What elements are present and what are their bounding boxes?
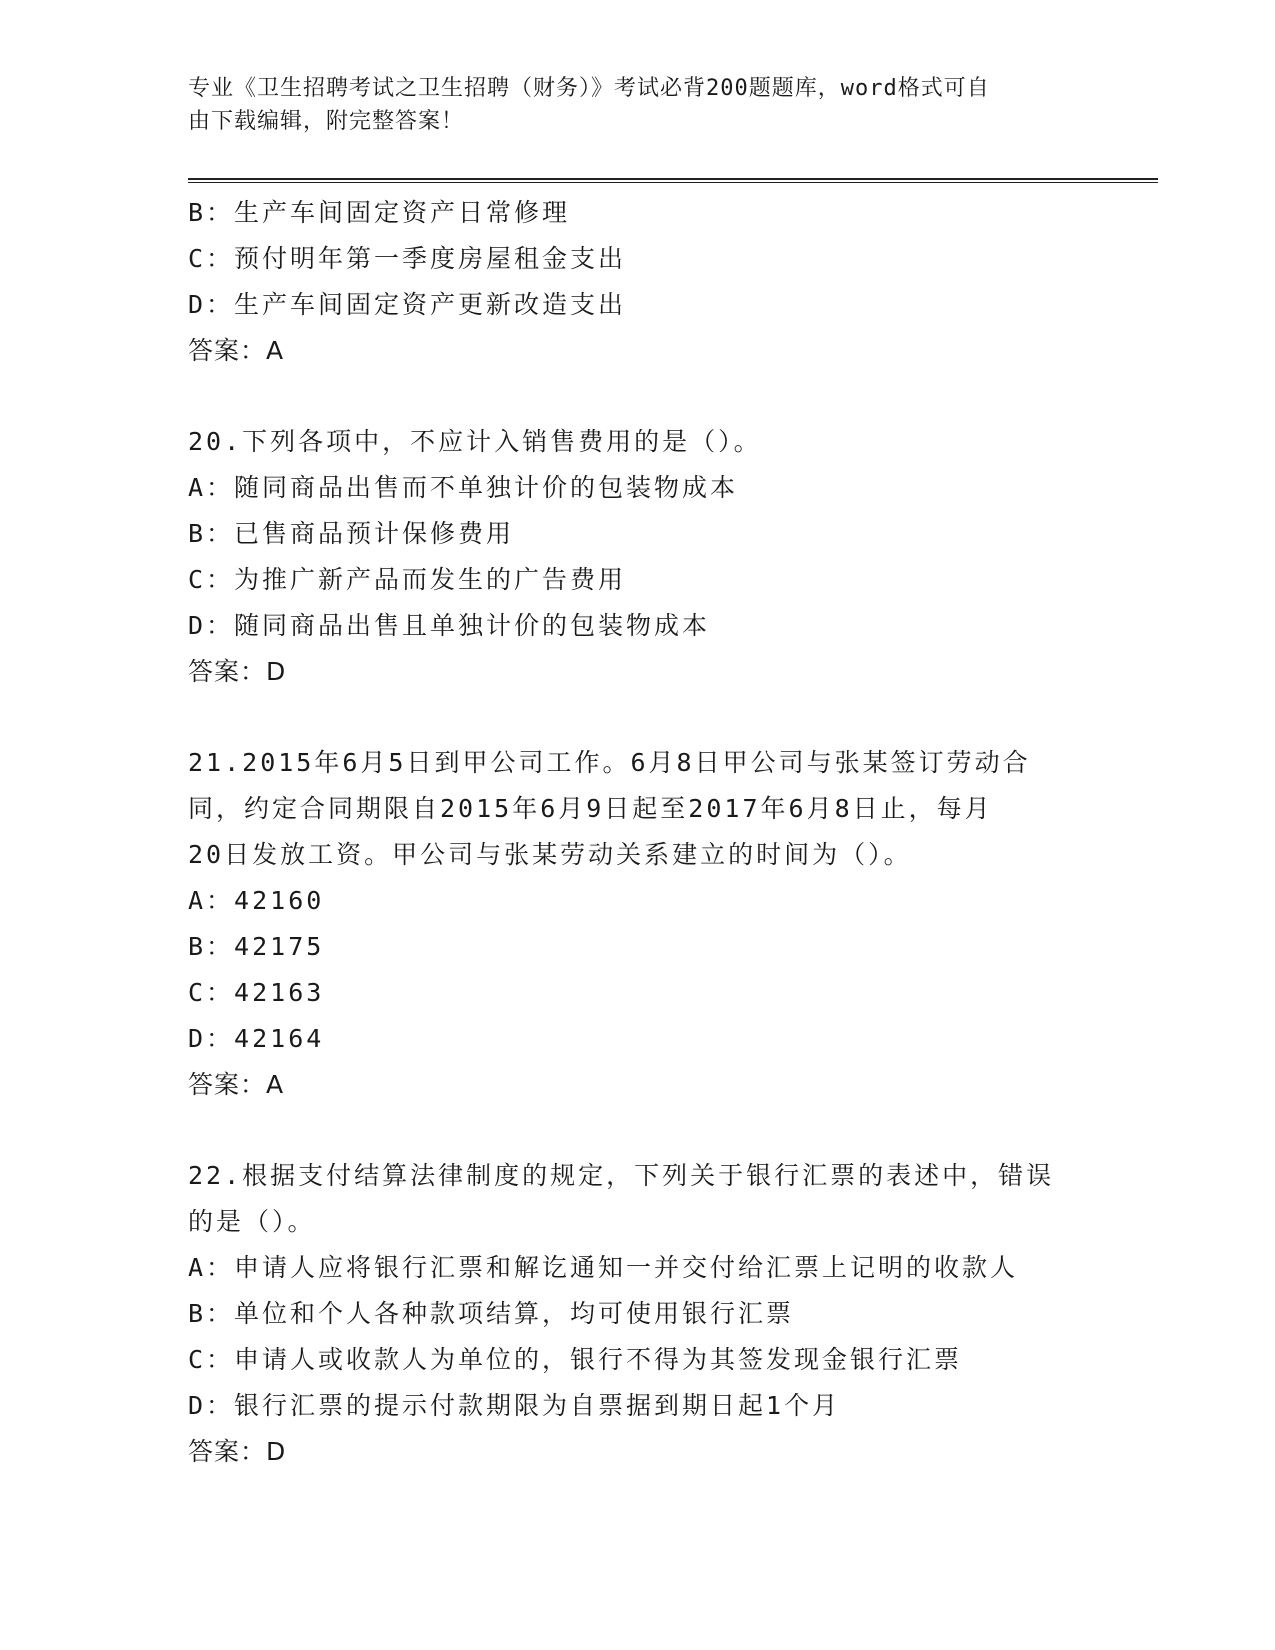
question-stem-line-1: 21.2015年6月5日到甲公司工作。6月8日甲公司与张某签订劳动合: [188, 748, 1031, 777]
question-gap: [188, 374, 1088, 419]
option-b: B：已售商品预计保修费用: [188, 519, 515, 548]
option-b: B：42175: [188, 932, 325, 961]
option-c: C：为推广新产品而发生的广告费用: [188, 565, 627, 594]
header-line-2: 由下载编辑，附完整答案！: [188, 109, 465, 134]
option-d: D：随同商品出售且单独计价的包装物成本: [188, 611, 711, 640]
document-body: [188, 190, 1088, 1475]
option-d: D：生产车间固定资产更新改造支出: [188, 290, 627, 319]
question-20: [188, 419, 1088, 695]
option-c: C：申请人或收款人为单位的，银行不得为其签发现金银行汇票: [188, 1345, 963, 1374]
question-stem-line-1: 22.根据支付结算法律制度的规定，下列关于银行汇票的表述中，错误: [188, 1161, 1055, 1190]
option-a: A：申请人应将银行汇票和解讫通知一并交付给汇票上记明的收款人: [188, 1253, 1019, 1282]
question-gap: [188, 1108, 1088, 1153]
question-19-tail: [188, 190, 1088, 374]
question-stem: 20.下列各项中，不应计入销售费用的是（）。: [188, 427, 762, 456]
option-b: B：单位和个人各种款项结算，均可使用银行汇票: [188, 1299, 795, 1328]
header-line-1: 专业《卫生招聘考试之卫生招聘（财务）》考试必背200题题库，word格式可自: [188, 76, 990, 101]
option-c: C：42163: [188, 978, 325, 1007]
answer: 答案：A: [188, 1070, 285, 1099]
question-stem-line-3: 20日发放工资。甲公司与张某劳动关系建立的时间为（）。: [188, 840, 912, 869]
answer: 答案：D: [188, 1437, 287, 1466]
option-d: D：银行汇票的提示付款期限为自票据到期日起1个月: [188, 1391, 841, 1420]
document-header: [188, 72, 1088, 138]
question-22: [188, 1153, 1088, 1475]
answer: 答案：D: [188, 657, 287, 686]
option-b: B：生产车间固定资产日常修理: [188, 198, 571, 227]
option-a: A：随同商品出售而不单独计价的包装物成本: [188, 473, 739, 502]
option-a: A：42160: [188, 886, 325, 915]
question-21: [188, 740, 1088, 1108]
option-c: C：预付明年第一季度房屋租金支出: [188, 244, 627, 273]
question-stem-line-2: 的是（）。: [188, 1207, 316, 1236]
answer: 答案：A: [188, 336, 285, 365]
question-gap: [188, 695, 1088, 740]
question-stem-line-2: 同，约定合同期限自2015年6月9日起至2017年6月8日止，每月: [188, 794, 993, 823]
option-d: D：42164: [188, 1024, 325, 1053]
header-divider: [188, 178, 1158, 183]
